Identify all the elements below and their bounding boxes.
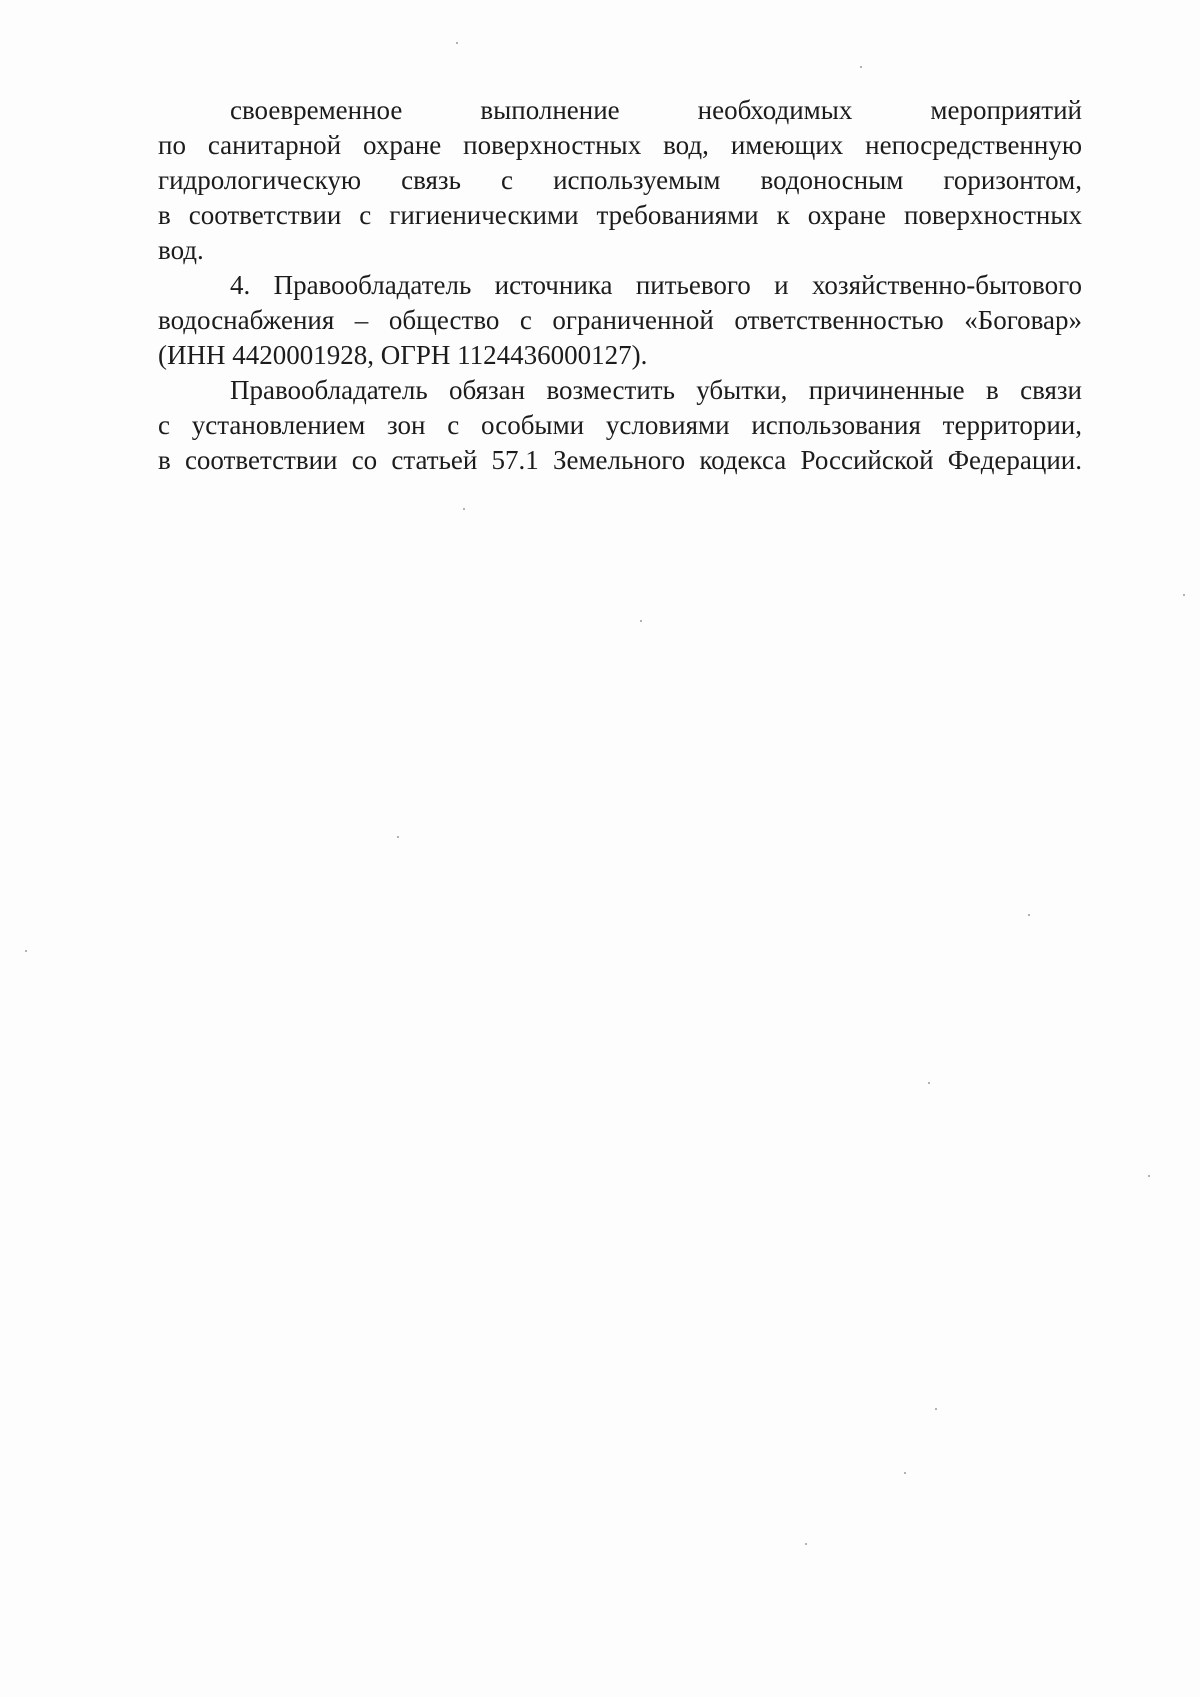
text-line: с установлением зон с особыми условиями использования территории, xyxy=(158,410,1082,440)
paragraph-sanitary-protection xyxy=(158,93,1082,268)
text-line: гидрологическую связь с используемым водоносным горизонтом, xyxy=(158,165,1082,195)
text-line: водоснабжения – общество с ограниченной ответственностью «Боговар» xyxy=(158,305,1082,335)
scan-speck xyxy=(1028,914,1030,916)
scan-speck xyxy=(640,620,642,622)
scan-speck xyxy=(904,1472,906,1474)
text-line: в соответствии с гигиеническими требованиями к охране поверхностных xyxy=(158,200,1082,230)
scan-speck xyxy=(463,508,465,510)
text-line: вод. xyxy=(158,235,204,265)
scan-speck xyxy=(25,950,27,952)
scan-speck xyxy=(456,42,458,44)
scan-speck xyxy=(935,1408,937,1410)
scan-speck xyxy=(1183,594,1185,596)
scan-speck xyxy=(860,66,862,68)
text-line: 4. Правообладатель источника питьевого и хозяйственно-бытового xyxy=(230,270,1082,300)
document-body xyxy=(158,93,1082,478)
text-line: своевременное выполнение необходимых мероприятий xyxy=(230,95,1082,125)
paragraph-compensation xyxy=(158,373,1082,478)
paragraph-rights-holder xyxy=(158,268,1082,373)
text-line: (ИНН 4420001928, ОГРН 1124436000127). xyxy=(158,340,648,370)
text-line: по санитарной охране поверхностных вод, имеющих непосредственную xyxy=(158,130,1082,160)
text-line: Правообладатель обязан возместить убытки, причиненные в связи xyxy=(230,375,1082,405)
scan-speck xyxy=(1148,1175,1150,1177)
text-line: в соответствии со статьей 57.1 Земельного кодекса Российской Федерации. xyxy=(158,445,1082,475)
scan-speck xyxy=(805,1543,807,1545)
scan-speck xyxy=(397,836,399,838)
scan-speck xyxy=(928,1082,930,1084)
